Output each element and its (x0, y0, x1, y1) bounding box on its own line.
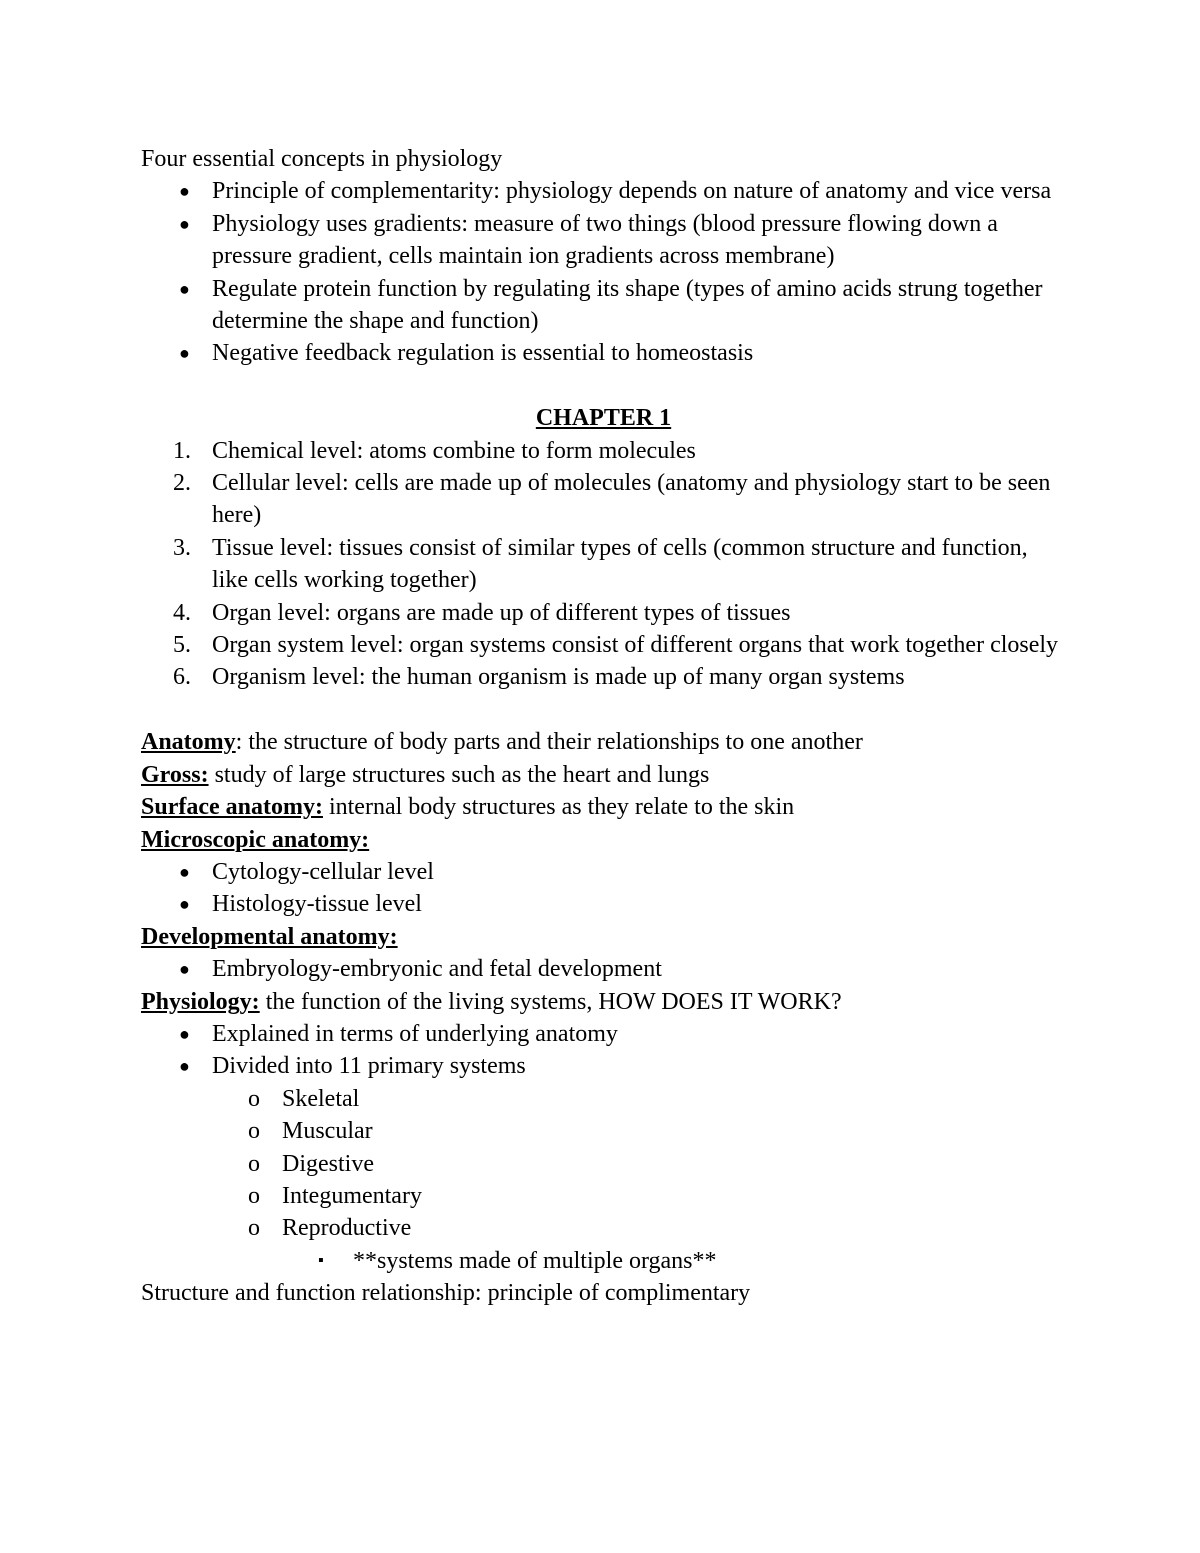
bullet-icon: ● (179, 278, 190, 299)
microscopic-term: Microscopic anatomy: (141, 826, 370, 853)
list-item-text: Histology-tissue level (212, 891, 422, 918)
list-item (141, 629, 1066, 661)
list-item-text: **systems made of multiple organs** (353, 1247, 717, 1274)
list-number: 6. (173, 664, 191, 691)
physiology-text: the function of the living systems, HOW DOES IT WORK? (259, 988, 842, 1015)
list-item-text: Skeletal (282, 1085, 360, 1112)
list-item-text: Reproductive (282, 1215, 412, 1242)
list-item-text: Negative feedback regulation is essential to homeostasis (212, 340, 754, 367)
list-item (141, 888, 1066, 920)
concepts-heading: Four essential concepts in physiology (141, 146, 503, 172)
gross-text: study of large structures such as the heart and lungs (208, 761, 710, 788)
document-content (141, 143, 1066, 1310)
list-item (141, 1018, 1066, 1050)
microscopic-list (141, 856, 1066, 921)
list-item (141, 1148, 1066, 1180)
list-item (141, 175, 1066, 207)
list-item-text: Organ system level: organ systems consist of different organs that work together closely (212, 632, 1059, 659)
list-item (141, 1245, 1066, 1277)
bullet-icon: ● (179, 1023, 190, 1044)
list-item (141, 1212, 1066, 1244)
bullet-icon: ● (179, 959, 190, 980)
list-item-text: Integumentary (282, 1182, 422, 1209)
list-item-text: Physiology uses gradients: measure of two things (blood pressure flowing down a pressure gradient, cells maintain ion gradients across membrane) (212, 210, 998, 270)
list-number: 4. (173, 599, 191, 626)
list-number: 2. (173, 470, 191, 497)
closing-line: Structure and function relationship: principle of complimentary (141, 1280, 751, 1307)
surface-definition (141, 791, 1066, 823)
bullet-icon: ● (179, 1056, 190, 1077)
list-item (141, 953, 1066, 985)
list-item-text: Digestive (282, 1150, 374, 1177)
list-item-text: Regulate protein function by regulating its shape (types of amino acids strung together determine the shape and function) (212, 275, 1043, 335)
physiology-definition (141, 986, 1066, 1018)
blank-line (141, 694, 1066, 726)
anatomy-definition (141, 726, 1066, 758)
circle-bullet-icon: o (248, 1085, 260, 1112)
list-item (141, 337, 1066, 369)
list-item (141, 467, 1066, 532)
list-item (141, 1180, 1066, 1212)
list-item-text: Divided into 11 primary systems (212, 1053, 526, 1080)
list-item (141, 661, 1066, 693)
list-item-text: Chemical level: atoms combine to form molecules (212, 437, 696, 464)
microscopic-heading (141, 824, 1066, 856)
surface-text: internal body structures as they relate to the skin (322, 794, 795, 821)
circle-bullet-icon: o (248, 1118, 260, 1145)
list-item-text: Embryology-embryonic and fetal development (212, 956, 662, 983)
developmental-heading (141, 921, 1066, 953)
list-item (141, 1115, 1066, 1147)
bullet-icon: ● (179, 861, 190, 882)
circle-bullet-icon: o (248, 1215, 260, 1242)
chapter-title: CHAPTER 1 (535, 405, 672, 432)
bullet-icon: ● (179, 181, 190, 202)
list-item (141, 273, 1066, 338)
developmental-list (141, 953, 1066, 985)
list-number: 5. (173, 632, 191, 659)
gross-definition (141, 759, 1066, 791)
list-item-text: Cytology-cellular level (212, 858, 434, 885)
circle-bullet-icon: o (248, 1150, 260, 1177)
list-item-text: Principle of complementarity: physiology depends on nature of anatomy and vice versa (212, 178, 1052, 205)
list-item-text: Organism level: the human organism is made up of many organ systems (212, 664, 905, 691)
list-number: 1. (173, 437, 191, 464)
levels-list (141, 435, 1066, 694)
list-item (141, 532, 1066, 597)
list-item (141, 856, 1066, 888)
developmental-term: Developmental anatomy: (141, 923, 398, 950)
physiology-term: Physiology: (141, 988, 260, 1015)
list-item (141, 1050, 1066, 1082)
square-bullet-icon: ▪ (318, 1251, 324, 1269)
list-number: 3. (173, 534, 191, 561)
list-item-text: Explained in terms of underlying anatomy (212, 1020, 618, 1047)
blank-line (141, 370, 1066, 402)
bullet-icon: ● (179, 894, 190, 915)
bullet-icon: ● (179, 213, 190, 234)
list-item-text: Muscular (282, 1118, 373, 1145)
physiology-list (141, 1018, 1066, 1277)
list-item-text: Cellular level: cells are made up of molecules (anatomy and physiology start to be seen here) (212, 470, 1051, 529)
surface-term: Surface anatomy: (141, 794, 323, 821)
list-item (141, 597, 1066, 629)
list-item (141, 208, 1066, 273)
list-item (141, 435, 1066, 467)
circle-bullet-icon: o (248, 1182, 260, 1209)
list-item (141, 1083, 1066, 1115)
list-item-text: Tissue level: tissues consist of similar types of cells (common structure and function, like cells working together) (212, 534, 1028, 594)
anatomy-text: : the structure of body parts and their relationships to one another (235, 729, 863, 756)
anatomy-term: Anatomy (141, 729, 236, 756)
concepts-list (141, 175, 1066, 369)
bullet-icon: ● (179, 343, 190, 364)
list-item-text: Organ level: organs are made up of different types of tissues (212, 599, 791, 626)
gross-term: Gross: (141, 761, 209, 788)
